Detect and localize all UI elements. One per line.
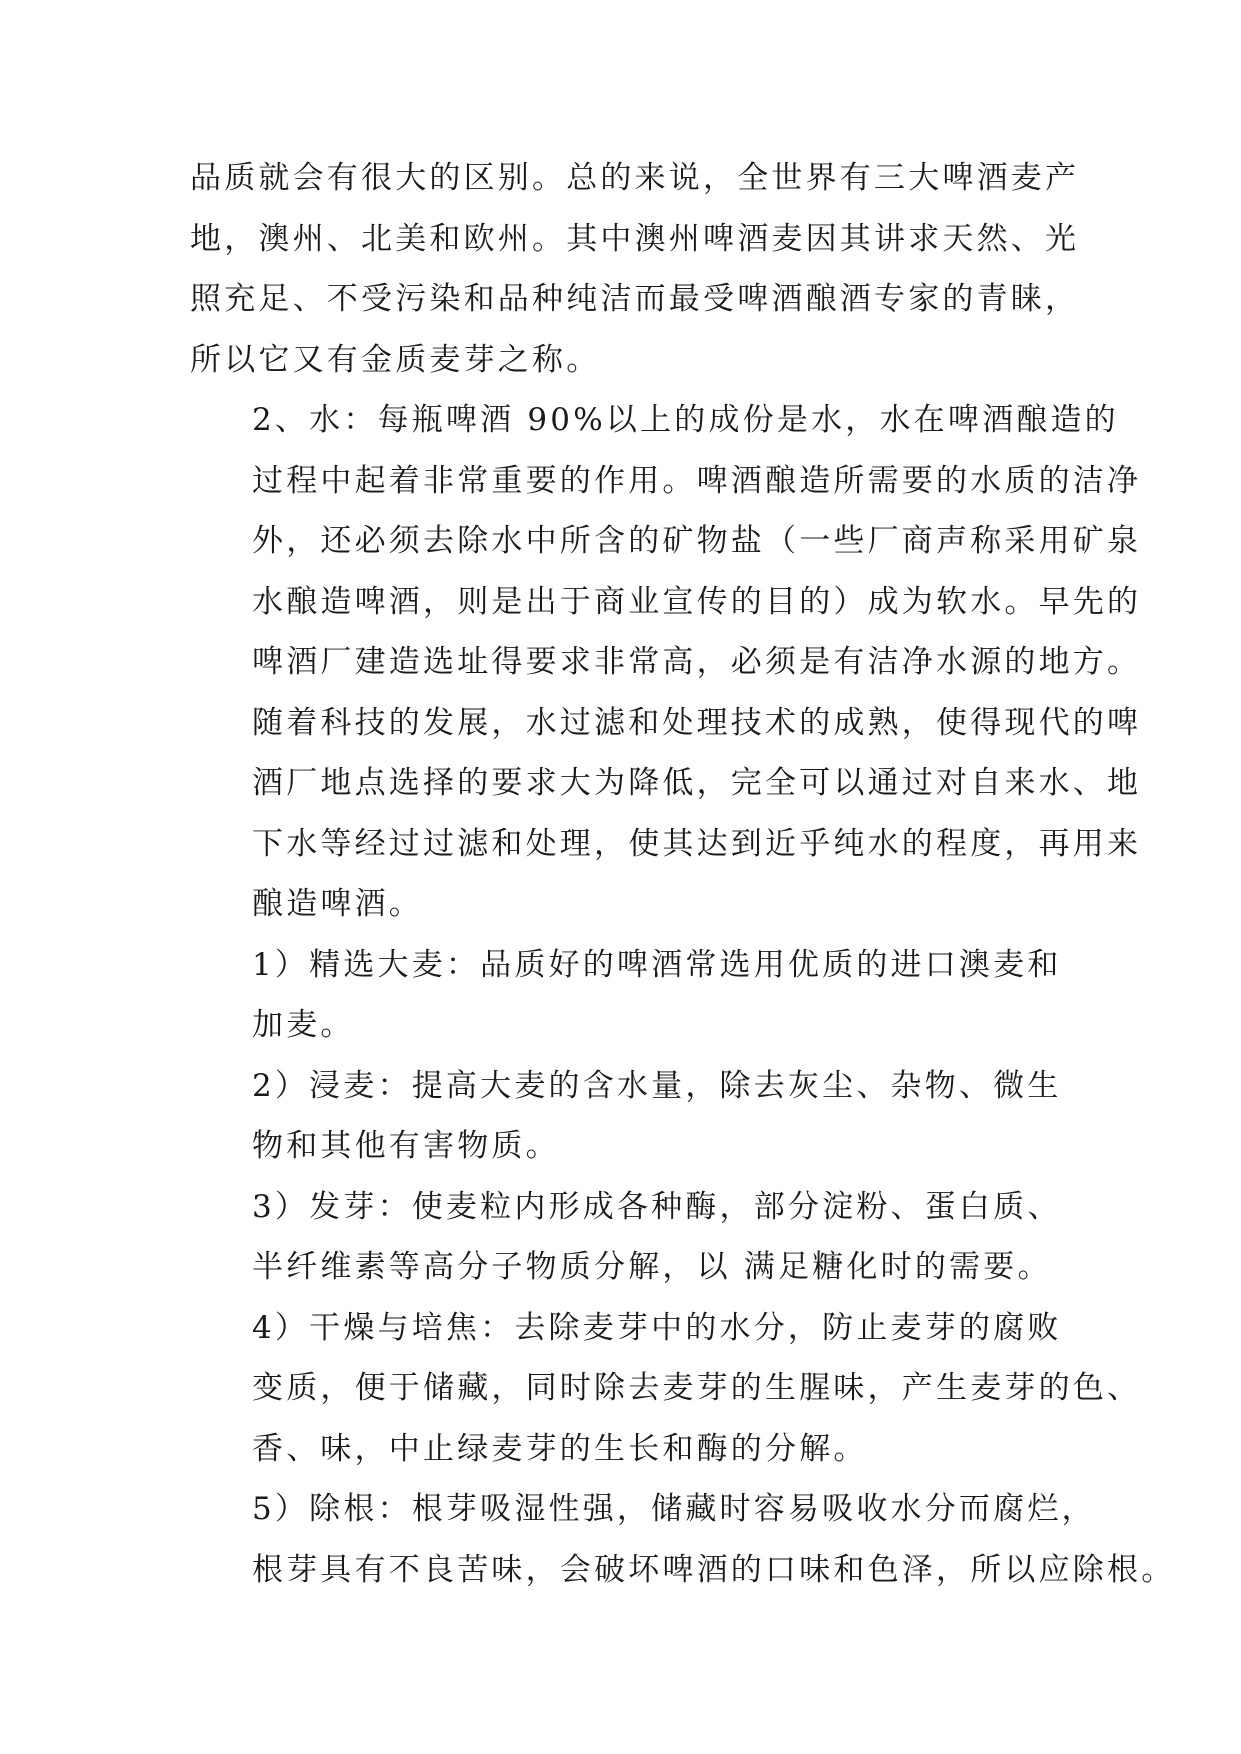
text-line: 酒厂地点选择的要求大为降低，完全可以通过对自来水、地	[252, 765, 1142, 801]
text-line: 物和其他有害物质。	[252, 1128, 560, 1164]
text-line: 品质就会有很大的区别。总的来说，全世界有三大啤酒麦产	[190, 160, 1080, 196]
text-line: 香、味，中止绿麦芽的生长和酶的分解。	[252, 1430, 868, 1467]
text-line: 外，还必须去除水中所含的矿物盐（一些厂商声称采用矿泉	[252, 523, 1142, 559]
text-line: 加麦。	[252, 1007, 355, 1043]
text-line: 下水等经过过滤和处理，使其达到近乎纯水的程度，再用来	[252, 825, 1142, 862]
text-line: 随着科技的发展，水过滤和处理技术的成熟，使得现代的啤	[252, 704, 1142, 741]
text-line: 1）精选大麦：品质好的啤酒常选用优质的进口澳麦和	[252, 946, 1062, 983]
text-line: 照充足、不受污染和品种纯洁而最受啤酒酿酒专家的青睐，	[190, 281, 1080, 317]
text-line: 根芽具有不良苦味，会破坏啤酒的口味和色泽，所以应除根。	[252, 1551, 1176, 1588]
text-line: 2、水：每瓶啤酒 90%以上的成份是水，水在啤酒酿造的	[252, 402, 1119, 438]
paragraph-step-select-barley	[190, 935, 1060, 1056]
paragraph-step-steeping	[190, 1056, 1060, 1177]
text-line: 4）干燥与培焦：去除麦芽中的水分，防止麦芽的腐败	[252, 1309, 1062, 1346]
paragraph-malt-origins	[190, 148, 1080, 390]
text-line: 5）除根：根芽吸湿性强，储藏时容易吸收水分而腐烂，	[252, 1491, 1096, 1527]
text-line: 半纤维素等高分子物质分解，以 满足糖化时的需要。	[252, 1249, 1052, 1285]
paragraph-step-rootlet-removal	[190, 1479, 1176, 1600]
text-line: 啤酒厂建造选址得要求非常高，必须是有洁净水源的地方。	[252, 644, 1142, 680]
paragraph-water	[190, 390, 1142, 935]
paragraph-step-germination	[190, 1177, 1060, 1298]
paragraph-step-kilning	[190, 1298, 1142, 1480]
text-line: 酿造啤酒。	[252, 886, 423, 922]
text-line: 所以它又有金质麦芽之称。	[190, 341, 601, 378]
text-line: 变质，便于储藏，同时除去麦芽的生腥味，产生麦芽的色、	[252, 1370, 1142, 1406]
text-line: 2）浸麦：提高大麦的含水量，除去灰尘、杂物、微生	[252, 1067, 1062, 1104]
text-line: 过程中起着非常重要的作用。啤酒酿造所需要的水质的洁净	[252, 462, 1142, 499]
text-line: 地，澳州、北美和欧州。其中澳州啤酒麦因其讲求天然、光	[190, 220, 1080, 257]
document-body	[190, 148, 1176, 1600]
text-line: 水酿造啤酒，则是出于商业宣传的目的）成为软水。早先的	[252, 583, 1142, 620]
text-line: 3）发芽：使麦粒内形成各种酶，部分淀粉、蛋白质、	[252, 1188, 1062, 1225]
